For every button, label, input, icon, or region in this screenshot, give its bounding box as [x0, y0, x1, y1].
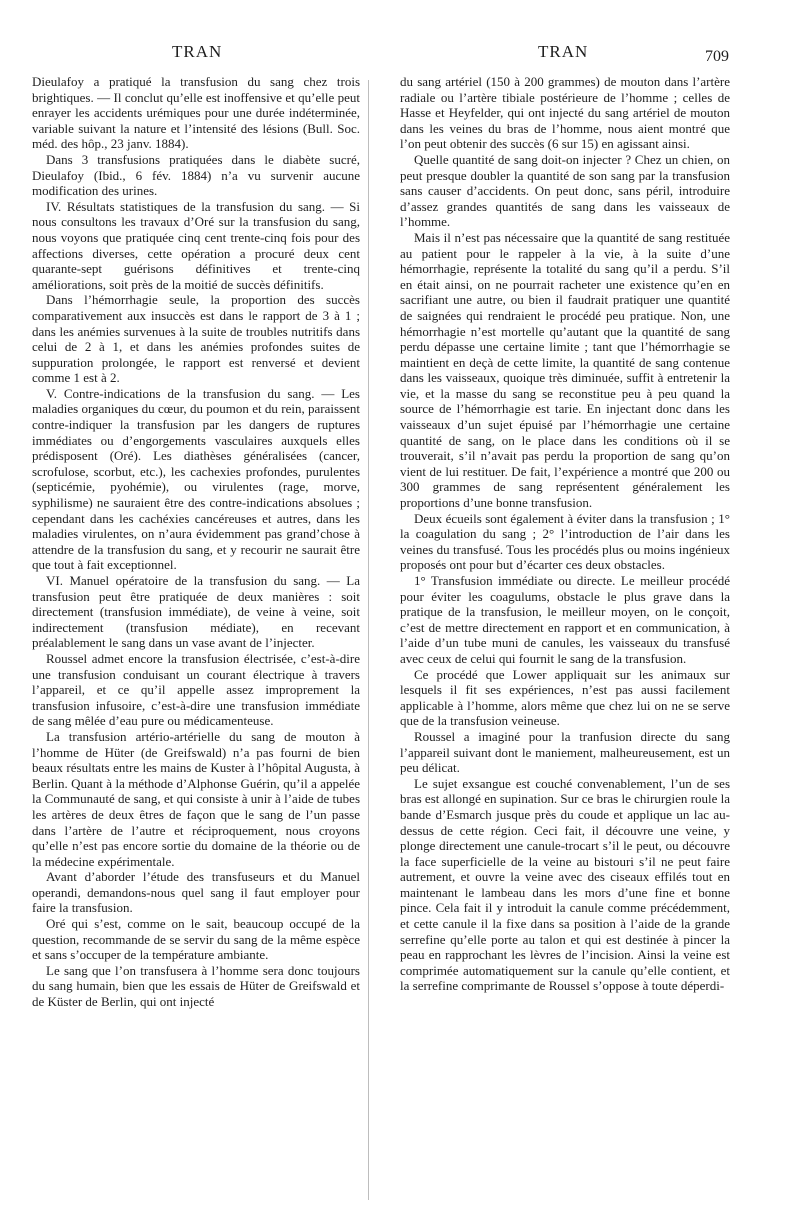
paragraph: Deux écueils sont également à éviter dans la transfusion ; 1° la coagulation du sang ; 2° l’introduction de l’air dans les veines du transfusé. Tous les procédés plus ou moins ingénieux proposés ont pour but d’écarter ces deux obstacles.	[400, 510, 730, 573]
paragraph: Dans 3 transfusions pratiquées dans le diabète sucré, Dieulafoy (Ibid., 6 fév. 1884) n’a vu survenir aucune modification des urines.	[32, 151, 360, 199]
paragraph: Dans l’hémorrhagie seule, la proportion des succès comparativement aux insuccès est dans le rapport de 3 à 1 ; dans les anémies survenues à la suite de troubles nutritifs dans celui de 2 à 1, et dans les anémies profondes suites de suppuration prolongée, le rapport est renversé et devient comme 1 est à 2.	[32, 292, 360, 386]
running-head-left: TRAN	[172, 42, 223, 61]
column-divider	[368, 80, 369, 1200]
paragraph: Ce procédé que Lower appliquait sur les animaux sur lesquels il fit ses expériences, n’est pas aussi facilement applicable à l’homme, alors même que chez lui on ne se serve que de la transfusion veineuse.	[400, 666, 730, 729]
paragraph: Mais il n’est pas nécessaire que la quantité de sang restituée au patient pour le rappeler à la vie, à la suite d’une hémorrhagie, représente la totalité du sang qu’il a perdu. S’il en était ainsi, on ne pourrait racheter une existence qu’en en sacrifiant une autre, ou bien il faudrait pratiquer une quantité de saignées qui rendraient le procédé peu pratique. Non, une hémorrhagie n’est mortelle qu’autant que la quantité de sang perdu dépasse une certaine limite ; tant que l’hémorrhagie se maintient en deçà de cette limite, la quantité de sang contenue dans les vaisseaux, quoique très diminuée, suffit à entretenir la vie, et la masse du sang se reconstitue peu à peu quand la source de l’hémorrhagie est tarie. En injectant donc dans les vaisseaux d’un sujet épuisé par l’hémorrhagie une certaine quantité de sang, on le place dans les conditions où il se trouverait, s’il n’avait pas perdu la proportion de sang qu’on vient de lui restituer. De fait, l’expérience a montré que 200 ou 300 grammes de sang représentent généralement les proportions d’une bonne transfusion.	[400, 229, 730, 511]
running-head-right: TRAN	[538, 42, 589, 61]
paragraph: VI. Manuel opératoire de la transfusion du sang. — La transfusion peut être pratiquée de deux manières : soit directement (transfusion immédiate), de veine à veine, soit indirectement (transfusion médiate), en recevant préalablement le sang dans un vase avant de l’injecter.	[32, 573, 360, 651]
paragraph: IV. Résultats statistiques de la transfusion du sang. — Si nous consultons les travaux d’Oré sur la transfusion du sang, nous voyons que pratiquée cinq cent trente-cinq fois pour des affections diverses, cette opération a procuré deux cent quarante-sept guérisons définitives et trente-cinq améliorations, soit près de la moitié de succès définitifs.	[32, 198, 360, 292]
paragraph: du sang artériel (150 à 200 grammes) de mouton dans l’artère radiale ou l’artère tibiale postérieure de l’homme ; celles de Hasse et Heyfelder, qui ont injecté du sang artériel de mouton dans les veines du bras de l’homme, nous aient montré que l’on peut obtenir des succès (6 sur 15) en agissant ainsi.	[400, 74, 730, 152]
paragraph: Roussel a imaginé pour la tranfusion directe du sang l’appareil suivant dont le maniement, malheureusement, est un peu délicat.	[400, 728, 730, 776]
left-column	[32, 74, 360, 1010]
paragraph: Dieulafoy a pratiqué la transfusion du sang chez trois brightiques. — Il conclut qu’elle est inoffensive et qu’elle peut enrayer les accidents urémiques pour une durée indéterminée, variable suivant la nature et l’intensité des lésions (Bull. Soc. méd. des hôp., 23 janv. 1884).	[32, 74, 360, 152]
paragraph: Le sujet exsangue est couché convenablement, l’un de ses bras est allongé en supination. Sur ce bras le chirurgien roule la bande d’Esmarch jusque près du coude et applique un lac au-dessus de cette région. Ceci fait, il découvre une veine, y plonge directement une canule-trocart s’il le peut, ou découvre la face superficielle de la veine au bistouri s’il ne peut faire autrement, et ouvre la veine avec des ciseaux effilés tout en maintenant le lambeau dans les mors d’une fine et bonne pince. Cela fait il y introduit la canule comme précédemment, et cette canule il la fixe dans sa position à l’aide de la grande serrefine qu’elle porte au talon et qui est destinée à pincer la peau en rapprochant les lèvres de l’incision. Ainsi la veine est comprimée automatiquement sur la canule qu’elle contient, et la serrefine comprimante de Roussel s’oppose à toute déperdi-	[400, 775, 730, 994]
paragraph: V. Contre-indications de la transfusion du sang. — Les maladies organiques du cœur, du poumon et du rein, paraissent contre-indiquer la transfusion par les dangers de ruptures immédiates ou d’engorgements vasculaires auxquels elles prédisposent (Oré). Les diathèses généralisées (cancer, scrofulose, scorbut, etc.), les cachexies profondes, purulentes (septicémie, pyohémie), ou virulentes (rage, morve, syphilisme) ne sauraient être des contre-indications absolues ; cependant dans les cachéxies cancéreuses et autres, dans les maladies virulentes, on n’aura évidemment pas grand’chose à attendre de la transfusion du sang, et y recourir ne saurait être que tout à fait exceptionnel.	[32, 385, 360, 573]
paragraph: Avant d’aborder l’étude des transfuseurs et du Manuel operandi, demandons-nous quel sang il faut employer pour faire la transfusion.	[32, 869, 360, 916]
paragraph: Le sang que l’on transfusera à l’homme sera donc toujours du sang humain, bien que les essais de Hüter de Greifswald et de Küster de Berlin, qui ont injecté	[32, 962, 360, 1010]
paragraph: Roussel admet encore la transfusion électrisée, c’est-à-dire une transfusion conduisant un courant électrique à travers l’appareil, et ce qu’il appelle assez improprement la transfusion infusoire, c’est-à-dire une transfusion immédiate de sang mêlée d’eau pure ou médicamenteuse.	[32, 650, 360, 729]
paragraph: 1° Transfusion immédiate ou directe. Le meilleur procédé pour éviter les coagulums, obstacle le plus grave dans la pratique de la transfusion, le meilleur moyen, on le conçoit, c’est de mettre directement en rapport et en communication, à l’aide d’un tube muni de canules, les vaisseaux du transfusé avec ceux de celui qui fournit le sang de la transfusion.	[400, 573, 730, 666]
paragraph: Quelle quantité de sang doit-on injecter ? Chez un chien, on peut presque doubler la quantité de son sang par la transfusion sans causer d’accidents. On peut donc, sans péril, introduire d’assez grandes quantités de sang dans les vaisseaux de l’homme.	[400, 151, 730, 230]
paragraph: Oré qui s’est, comme on le sait, beaucoup occupé de la question, recommande de se servir du sang de la même espèce et sans s’occuper de la température ambiante.	[32, 916, 360, 963]
page-number: 709	[705, 48, 729, 65]
paragraph: La transfusion artério-artérielle du sang de mouton à l’homme de Hüter (de Greifswald) n’a pas fourni de bien beaux résultats entre les mains de Kuster à l’hôpital Augusta, à Berlin. Quant à la méthode d’Alphonse Guérin, qu’il a appelée la Communauté de sang, et qui consiste à unir à l’aide de tubes les artères de deux êtres de façon que le sang de l’un passe dans l’artère de l’autre et réciproquement, nous croyons qu’elle n’est pas encore sortie du domaine de la théorie ou de la médecine expérimentale.	[32, 728, 360, 869]
right-column	[400, 74, 730, 994]
